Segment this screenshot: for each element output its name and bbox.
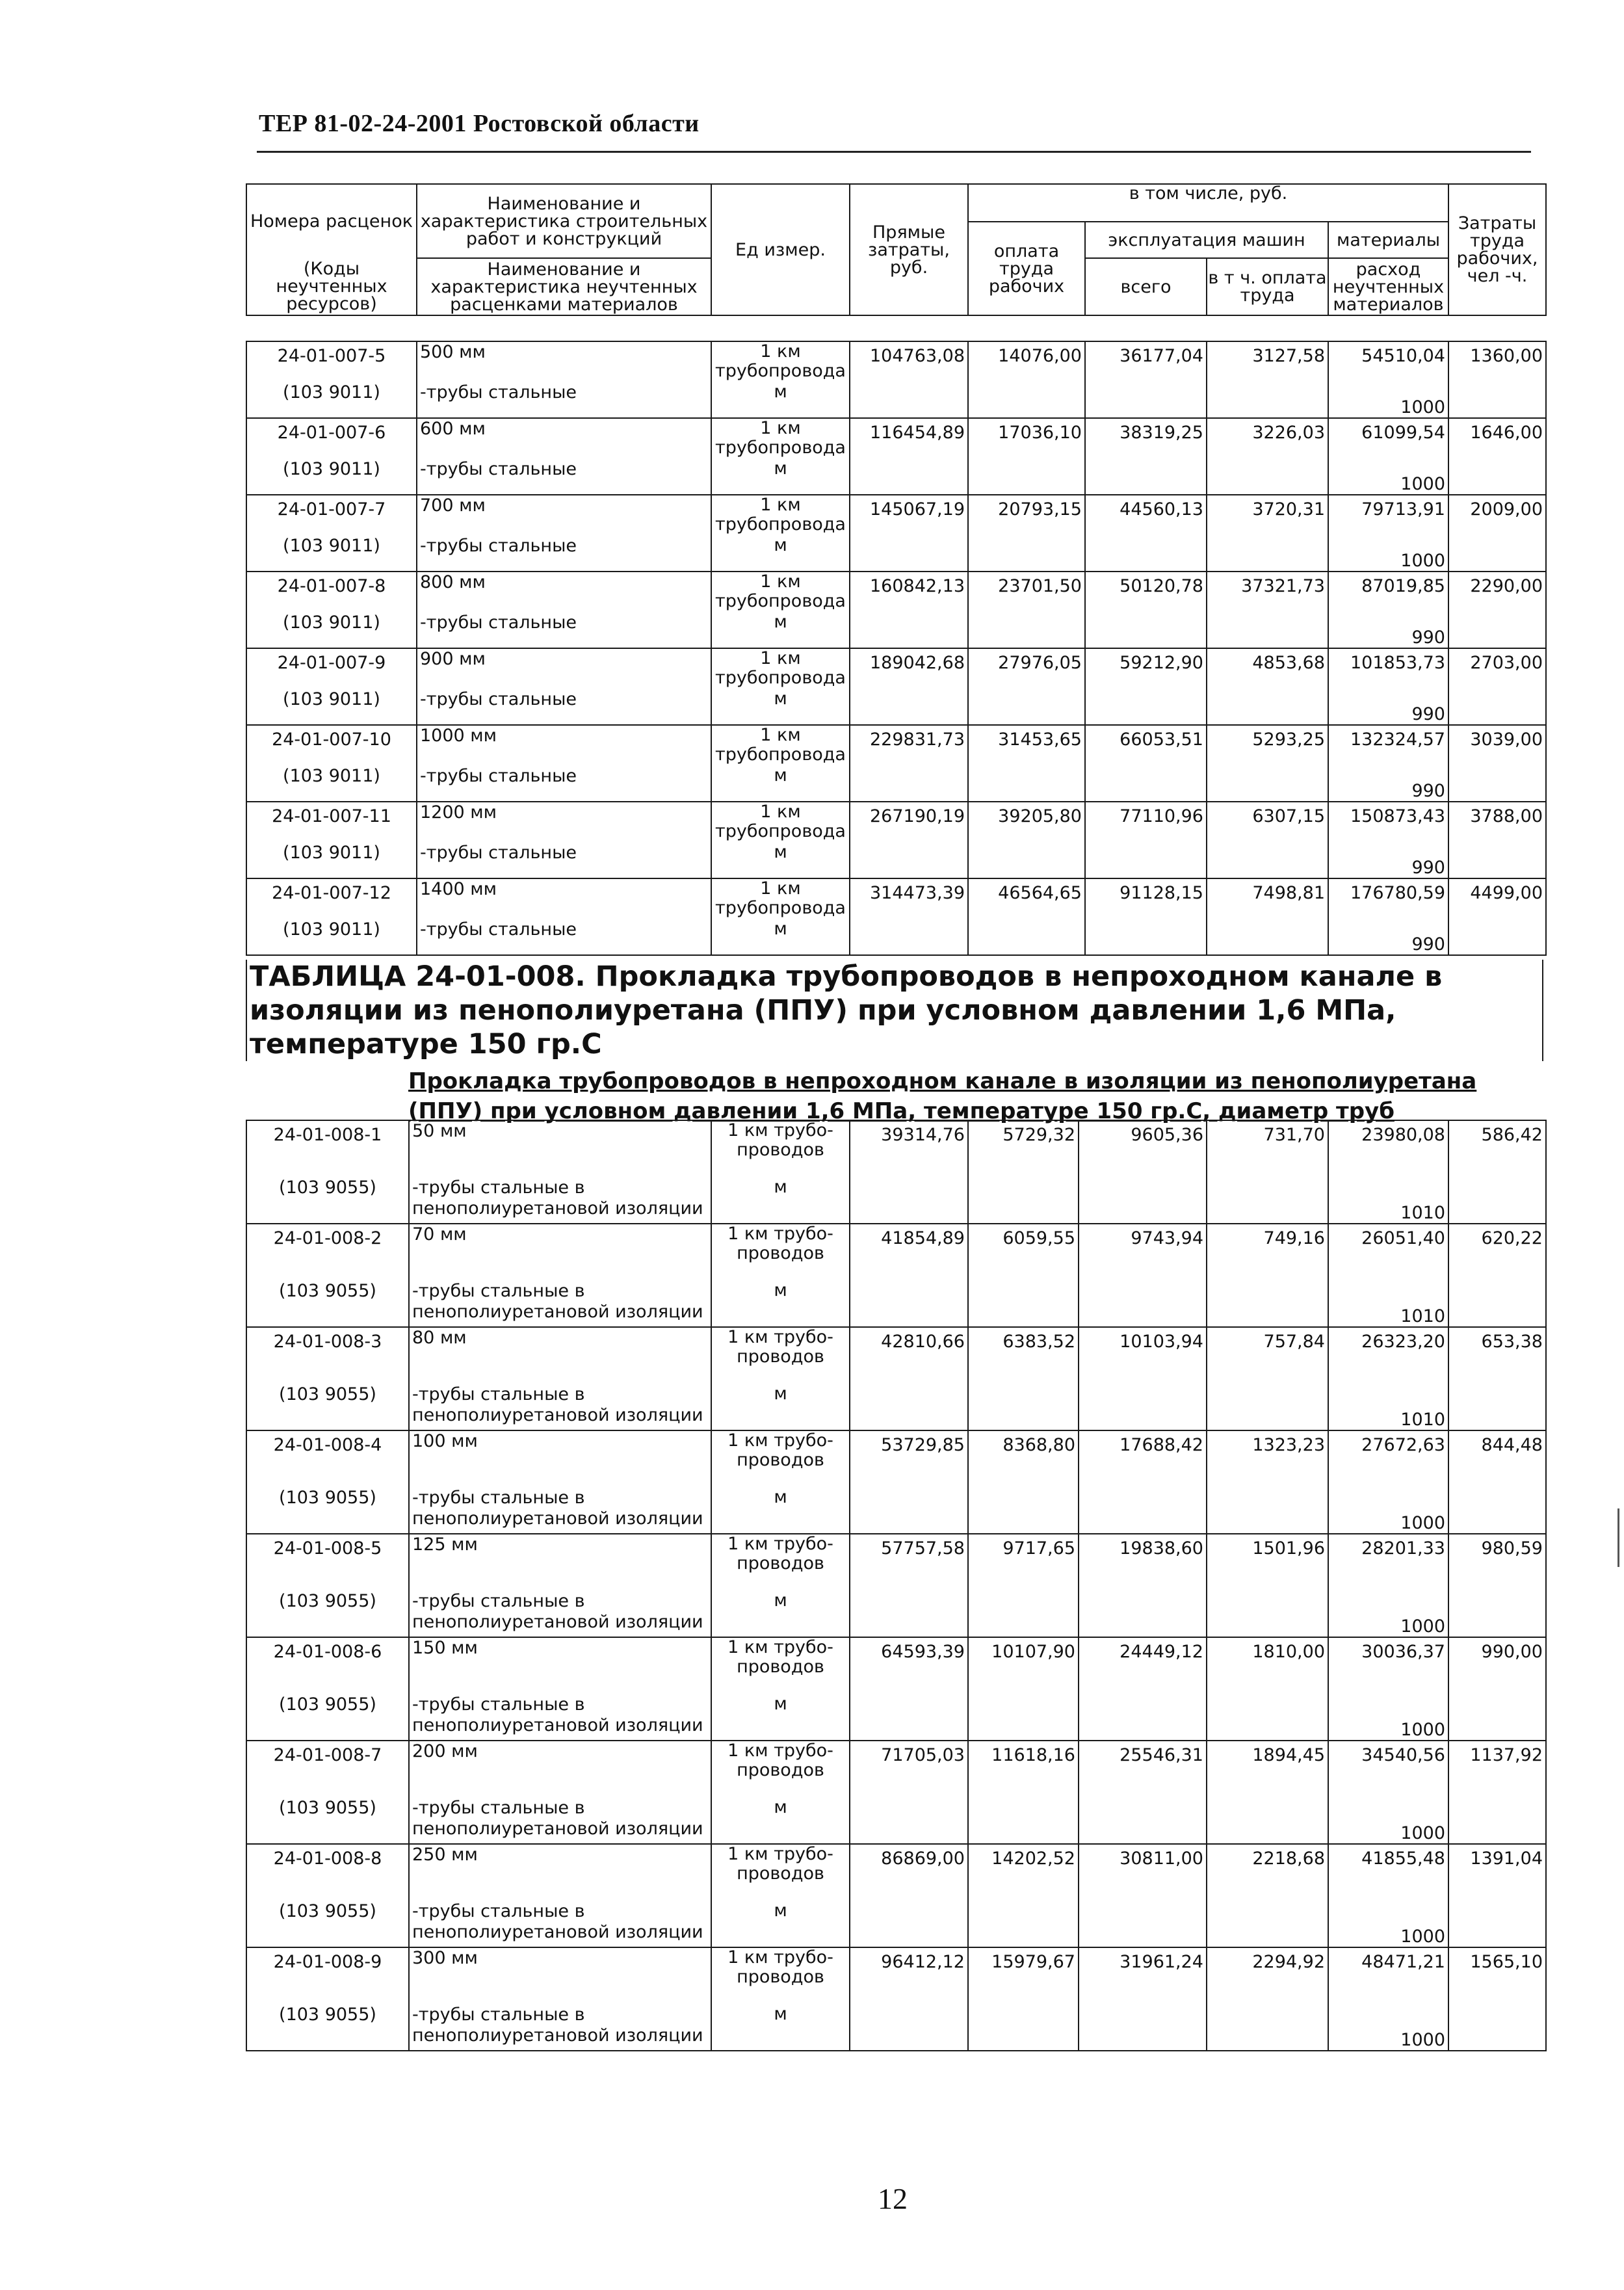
materials: 28201,33	[1328, 1534, 1448, 1591]
work-name: 80 мм	[409, 1327, 711, 1384]
table-row	[246, 341, 1546, 382]
resource-quantity: 1000	[1328, 536, 1448, 572]
resource-code: (103 9055)	[246, 2005, 409, 2051]
labor-hours: 844,48	[1448, 1430, 1546, 1534]
header-code-resources: (Коды неучтенных ресурсов)	[246, 258, 417, 315]
table-row	[246, 495, 1546, 536]
unit-label: 1 км трубопровода	[711, 648, 850, 689]
direct-costs: 64593,39	[850, 1637, 968, 1741]
labor-hours: 3039,00	[1448, 725, 1546, 802]
resource-name: -трубы стальные	[417, 766, 711, 802]
header-machines-total: всего	[1085, 258, 1207, 315]
resource-code: (103 9055)	[246, 1384, 409, 1430]
table-row	[246, 1120, 1546, 1178]
labor-pay: 20793,15	[968, 495, 1085, 572]
machines-labor: 757,84	[1207, 1327, 1328, 1430]
resource-name: -трубы стальные	[417, 612, 711, 648]
resource-unit: м	[711, 689, 850, 725]
machines-total: 31961,24	[1079, 1947, 1207, 2051]
resource-quantity: 1000	[1328, 1694, 1448, 1741]
unit-label: 1 км трубо-проводов	[711, 1947, 850, 2005]
work-name: 1000 мм	[417, 725, 711, 766]
work-name: 500 мм	[417, 341, 711, 382]
direct-costs: 96412,12	[850, 1947, 968, 2051]
machines-total: 44560,13	[1085, 495, 1207, 572]
machines-labor: 731,70	[1207, 1120, 1328, 1224]
work-name: 100 мм	[409, 1430, 711, 1488]
table-row	[246, 648, 1546, 689]
table-row	[246, 1741, 1546, 1798]
machines-labor: 3127,58	[1207, 341, 1328, 418]
resource-unit: м	[711, 1178, 850, 1224]
resource-quantity: 1010	[1328, 1178, 1448, 1224]
labor-hours: 3788,00	[1448, 802, 1546, 878]
table-row	[246, 572, 1546, 612]
direct-costs: 86869,00	[850, 1844, 968, 1947]
resource-unit: м	[711, 1694, 850, 1741]
header-machines: эксплуатация машин	[1085, 222, 1328, 258]
machines-total: 66053,51	[1085, 725, 1207, 802]
machines-total: 36177,04	[1085, 341, 1207, 418]
resource-unit: м	[711, 2005, 850, 2051]
resource-code: (103 9055)	[246, 1901, 409, 1947]
labor-hours: 1391,04	[1448, 1844, 1546, 1947]
unit-label: 1 км трубопровода	[711, 802, 850, 843]
materials: 101853,73	[1328, 648, 1448, 689]
machines-total: 59212,90	[1085, 648, 1207, 725]
machines-labor: 1894,45	[1207, 1741, 1328, 1844]
resource-code: (103 9055)	[246, 1178, 409, 1224]
section-subtitle: Прокладка трубопроводов в непроходном канале в изоляции из пенополиуретана (ППУ) при условном давлении 1,6 МПа, температуре 150 гр.С, диаметр труб	[408, 1068, 1477, 1124]
rate-code: 24-01-007-6	[246, 418, 417, 459]
rate-code: 24-01-007-12	[246, 878, 417, 919]
direct-costs: 39314,76	[850, 1120, 968, 1224]
materials: 26323,20	[1328, 1327, 1448, 1384]
direct-costs: 57757,58	[850, 1534, 968, 1637]
unit-label: 1 км трубо-проводов	[711, 1327, 850, 1384]
rate-code: 24-01-008-4	[246, 1430, 409, 1488]
work-name: 70 мм	[409, 1224, 711, 1281]
machines-total: 30811,00	[1079, 1844, 1207, 1947]
header-name-materials: Наименование и характеристика неучтенных расценками материалов	[417, 258, 711, 315]
unit-label: 1 км трубопровода	[711, 495, 850, 536]
labor-hours: 2009,00	[1448, 495, 1546, 572]
resource-unit: м	[711, 1281, 850, 1327]
work-name: 700 мм	[417, 495, 711, 536]
document-header: ТЕР 81-02-24-2001 Ростовской области	[259, 110, 700, 137]
table-row	[246, 1327, 1546, 1384]
resource-code: (103 9011)	[246, 843, 417, 878]
machines-labor: 1501,96	[1207, 1534, 1328, 1637]
table-header	[246, 183, 1547, 316]
work-name: 250 мм	[409, 1844, 711, 1901]
resource-quantity: 990	[1328, 919, 1448, 955]
unit-label: 1 км трубопровода	[711, 725, 850, 766]
header-unit: Ед измер.	[711, 184, 850, 315]
labor-hours: 1360,00	[1448, 341, 1546, 418]
resource-code: (103 9055)	[246, 1798, 409, 1844]
resource-quantity: 990	[1328, 612, 1448, 648]
labor-pay: 5729,32	[968, 1120, 1079, 1224]
materials: 41855,48	[1328, 1844, 1448, 1901]
table-24-01-008	[246, 1120, 1547, 2051]
table-row	[246, 1430, 1546, 1488]
resource-unit: м	[711, 766, 850, 802]
table-24-01-007	[246, 341, 1547, 956]
unit-label: 1 км трубо-проводов	[711, 1224, 850, 1281]
resource-code: (103 9011)	[246, 919, 417, 955]
resource-name: -трубы стальные в пенополиуретановой изоляции	[409, 1591, 711, 1637]
header-code: Номера расценок	[246, 184, 417, 258]
resource-name: -трубы стальные	[417, 919, 711, 955]
machines-total: 50120,78	[1085, 572, 1207, 648]
resource-quantity: 1000	[1328, 1591, 1448, 1637]
machines-total: 77110,96	[1085, 802, 1207, 878]
machines-labor: 749,16	[1207, 1224, 1328, 1327]
direct-costs: 104763,08	[850, 341, 968, 418]
machines-total: 19838,60	[1079, 1534, 1207, 1637]
header-labor-pay: оплата труда рабочих	[968, 222, 1085, 315]
machines-labor: 1323,23	[1207, 1430, 1328, 1534]
materials: 26051,40	[1328, 1224, 1448, 1281]
resource-name: -трубы стальные в пенополиуретановой изоляции	[409, 1281, 711, 1327]
machines-total: 17688,42	[1079, 1430, 1207, 1534]
resource-quantity: 1010	[1328, 1281, 1448, 1327]
work-name: 125 мм	[409, 1534, 711, 1591]
work-name: 300 мм	[409, 1947, 711, 2005]
resource-name: -трубы стальные в пенополиуретановой изоляции	[409, 2005, 711, 2051]
work-name: 800 мм	[417, 572, 711, 612]
labor-pay: 8368,80	[968, 1430, 1079, 1534]
labor-pay: 27976,05	[968, 648, 1085, 725]
direct-costs: 42810,66	[850, 1327, 968, 1430]
rate-code: 24-01-008-5	[246, 1534, 409, 1591]
unit-label: 1 км трубо-проводов	[711, 1637, 850, 1694]
labor-pay: 15979,67	[968, 1947, 1079, 2051]
work-name: 1200 мм	[417, 802, 711, 843]
resource-code: (103 9055)	[246, 1694, 409, 1741]
resource-name: -трубы стальные в пенополиуретановой изоляции	[409, 1384, 711, 1430]
labor-hours: 620,22	[1448, 1224, 1546, 1327]
labor-pay: 11618,16	[968, 1741, 1079, 1844]
materials: 150873,43	[1328, 802, 1448, 843]
labor-pay: 14076,00	[968, 341, 1085, 418]
direct-costs: 116454,89	[850, 418, 968, 495]
resource-name: -трубы стальные в пенополиуретановой изоляции	[409, 1901, 711, 1947]
labor-hours: 1646,00	[1448, 418, 1546, 495]
resource-unit: м	[711, 1798, 850, 1844]
rate-code: 24-01-008-3	[246, 1327, 409, 1384]
machines-labor: 6307,15	[1207, 802, 1328, 878]
labor-pay: 6383,52	[968, 1327, 1079, 1430]
labor-hours: 2703,00	[1448, 648, 1546, 725]
unit-label: 1 км трубо-проводов	[711, 1430, 850, 1488]
labor-hours: 653,38	[1448, 1327, 1546, 1430]
unit-label: 1 км трубо-проводов	[711, 1741, 850, 1798]
resource-code: (103 9011)	[246, 612, 417, 648]
resource-name: -трубы стальные в пенополиуретановой изоляции	[409, 1488, 711, 1534]
resource-name: -трубы стальные	[417, 843, 711, 878]
section-title: ТАБЛИЦА 24-01-008. Прокладка трубопроводов в непроходном канале в изоляции из пенополиуретана (ППУ) при условном давлении 1,6 МПа, температуре 150 гр.С	[246, 960, 1543, 1061]
resource-name: -трубы стальные	[417, 459, 711, 495]
labor-hours: 2290,00	[1448, 572, 1546, 648]
direct-costs: 229831,73	[850, 725, 968, 802]
margin-mark	[1617, 1508, 1619, 1567]
header-including: в том числе, руб.	[968, 184, 1448, 222]
machines-total: 38319,25	[1085, 418, 1207, 495]
table-row	[246, 878, 1546, 919]
machines-total: 91128,15	[1085, 878, 1207, 955]
header-divider	[257, 151, 1531, 153]
materials: 61099,54	[1328, 418, 1448, 459]
table-row	[246, 418, 1546, 459]
labor-hours: 586,42	[1448, 1120, 1546, 1224]
resource-unit: м	[711, 843, 850, 878]
resource-quantity: 990	[1328, 689, 1448, 725]
rate-code: 24-01-008-1	[246, 1120, 409, 1178]
resource-quantity: 1000	[1328, 2005, 1448, 2051]
direct-costs: 71705,03	[850, 1741, 968, 1844]
labor-pay: 17036,10	[968, 418, 1085, 495]
resource-unit: м	[711, 382, 850, 418]
labor-pay: 31453,65	[968, 725, 1085, 802]
work-name: 600 мм	[417, 418, 711, 459]
header-name: Наименование и характеристика строительных работ и конструкций	[417, 184, 711, 258]
rate-code: 24-01-007-11	[246, 802, 417, 843]
labor-pay: 39205,80	[968, 802, 1085, 878]
direct-costs: 145067,19	[850, 495, 968, 572]
work-name: 900 мм	[417, 648, 711, 689]
machines-labor: 7498,81	[1207, 878, 1328, 955]
direct-costs: 314473,39	[850, 878, 968, 955]
machines-labor: 4853,68	[1207, 648, 1328, 725]
rate-code: 24-01-007-10	[246, 725, 417, 766]
resource-unit: м	[711, 612, 850, 648]
unit-label: 1 км трубо-проводов	[711, 1844, 850, 1901]
machines-total: 9743,94	[1079, 1224, 1207, 1327]
header-direct-costs: Прямые затраты, руб.	[850, 184, 968, 315]
labor-hours: 980,59	[1448, 1534, 1546, 1637]
unit-label: 1 км трубопровода	[711, 341, 850, 382]
table-row	[246, 1534, 1546, 1591]
resource-code: (103 9055)	[246, 1281, 409, 1327]
materials: 34540,56	[1328, 1741, 1448, 1798]
machines-labor: 3720,31	[1207, 495, 1328, 572]
machines-labor: 5293,25	[1207, 725, 1328, 802]
direct-costs: 41854,89	[850, 1224, 968, 1327]
unit-label: 1 км трубопровода	[711, 418, 850, 459]
resource-quantity: 1000	[1328, 1798, 1448, 1844]
resource-unit: м	[711, 459, 850, 495]
labor-hours: 990,00	[1448, 1637, 1546, 1741]
machines-labor: 2218,68	[1207, 1844, 1328, 1947]
table-row	[246, 1224, 1546, 1281]
resource-code: (103 9011)	[246, 536, 417, 572]
unit-label: 1 км трубопровода	[711, 878, 850, 919]
header-machines-labor: в т ч. оплата труда	[1207, 258, 1328, 315]
labor-pay: 23701,50	[968, 572, 1085, 648]
direct-costs: 189042,68	[850, 648, 968, 725]
table-row	[246, 1947, 1546, 2005]
materials: 27672,63	[1328, 1430, 1448, 1488]
machines-total: 10103,94	[1079, 1327, 1207, 1430]
header-labor-hours: Затраты труда рабочих, чел -ч.	[1448, 184, 1546, 315]
resource-name: -трубы стальные	[417, 536, 711, 572]
direct-costs: 267190,19	[850, 802, 968, 878]
rate-code: 24-01-007-9	[246, 648, 417, 689]
materials: 48471,21	[1328, 1947, 1448, 2005]
materials: 30036,37	[1328, 1637, 1448, 1694]
resource-code: (103 9011)	[246, 766, 417, 802]
unit-label: 1 км трубо-проводов	[711, 1534, 850, 1591]
work-name: 1400 мм	[417, 878, 711, 919]
resource-code: (103 9011)	[246, 689, 417, 725]
resource-code: (103 9011)	[246, 382, 417, 418]
labor-pay: 6059,55	[968, 1224, 1079, 1327]
resource-name: -трубы стальные в пенополиуретановой изоляции	[409, 1798, 711, 1844]
resource-quantity: 1000	[1328, 1901, 1448, 1947]
machines-total: 9605,36	[1079, 1120, 1207, 1224]
work-name: 200 мм	[409, 1741, 711, 1798]
materials: 54510,04	[1328, 341, 1448, 382]
materials: 79713,91	[1328, 495, 1448, 536]
resource-quantity: 1010	[1328, 1384, 1448, 1430]
resource-quantity: 990	[1328, 843, 1448, 878]
machines-labor: 1810,00	[1207, 1637, 1328, 1741]
labor-pay: 10107,90	[968, 1637, 1079, 1741]
machines-total: 25546,31	[1079, 1741, 1207, 1844]
resource-quantity: 1000	[1328, 1488, 1448, 1534]
resource-unit: м	[711, 1901, 850, 1947]
materials: 87019,85	[1328, 572, 1448, 612]
rate-code: 24-01-008-2	[246, 1224, 409, 1281]
rate-code: 24-01-007-5	[246, 341, 417, 382]
resource-unit: м	[711, 1488, 850, 1534]
work-name: 50 мм	[409, 1120, 711, 1178]
unit-label: 1 км трубопровода	[711, 572, 850, 612]
rate-code: 24-01-008-8	[246, 1844, 409, 1901]
rate-code: 24-01-007-7	[246, 495, 417, 536]
unit-label: 1 км трубо-проводов	[711, 1120, 850, 1178]
resource-quantity: 1000	[1328, 382, 1448, 418]
resource-unit: м	[711, 1591, 850, 1637]
direct-costs: 53729,85	[850, 1430, 968, 1534]
resource-code: (103 9011)	[246, 459, 417, 495]
resource-unit: м	[711, 536, 850, 572]
resource-quantity: 1000	[1328, 459, 1448, 495]
rate-code: 24-01-008-6	[246, 1637, 409, 1694]
materials: 132324,57	[1328, 725, 1448, 766]
machines-total: 24449,12	[1079, 1637, 1207, 1741]
header-materials: материалы	[1328, 222, 1448, 258]
work-name: 150 мм	[409, 1637, 711, 1694]
page-number: 12	[878, 2182, 908, 2215]
table-row	[246, 725, 1546, 766]
labor-pay: 9717,65	[968, 1534, 1079, 1637]
machines-labor: 2294,92	[1207, 1947, 1328, 2051]
labor-pay: 14202,52	[968, 1844, 1079, 1947]
table-row	[246, 1844, 1546, 1901]
resource-quantity: 990	[1328, 766, 1448, 802]
resource-name: -трубы стальные	[417, 689, 711, 725]
labor-hours: 1137,92	[1448, 1741, 1546, 1844]
resource-code: (103 9055)	[246, 1488, 409, 1534]
resource-name: -трубы стальные	[417, 382, 711, 418]
rate-code: 24-01-008-7	[246, 1741, 409, 1798]
materials: 176780,59	[1328, 878, 1448, 919]
rate-code: 24-01-007-8	[246, 572, 417, 612]
resource-unit: м	[711, 919, 850, 955]
machines-labor: 37321,73	[1207, 572, 1328, 648]
materials: 23980,08	[1328, 1120, 1448, 1178]
labor-hours: 4499,00	[1448, 878, 1546, 955]
resource-unit: м	[711, 1384, 850, 1430]
table-row	[246, 802, 1546, 843]
labor-pay: 46564,65	[968, 878, 1085, 955]
header-materials-unaccounted: расход неучтенных материалов	[1328, 258, 1448, 315]
labor-hours: 1565,10	[1448, 1947, 1546, 2051]
resource-code: (103 9055)	[246, 1591, 409, 1637]
direct-costs: 160842,13	[850, 572, 968, 648]
machines-labor: 3226,03	[1207, 418, 1328, 495]
rate-code: 24-01-008-9	[246, 1947, 409, 2005]
resource-name: -трубы стальные в пенополиуретановой изоляции	[409, 1694, 711, 1741]
resource-name: -трубы стальные в пенополиуретановой изоляции	[409, 1178, 711, 1224]
table-row	[246, 1637, 1546, 1694]
